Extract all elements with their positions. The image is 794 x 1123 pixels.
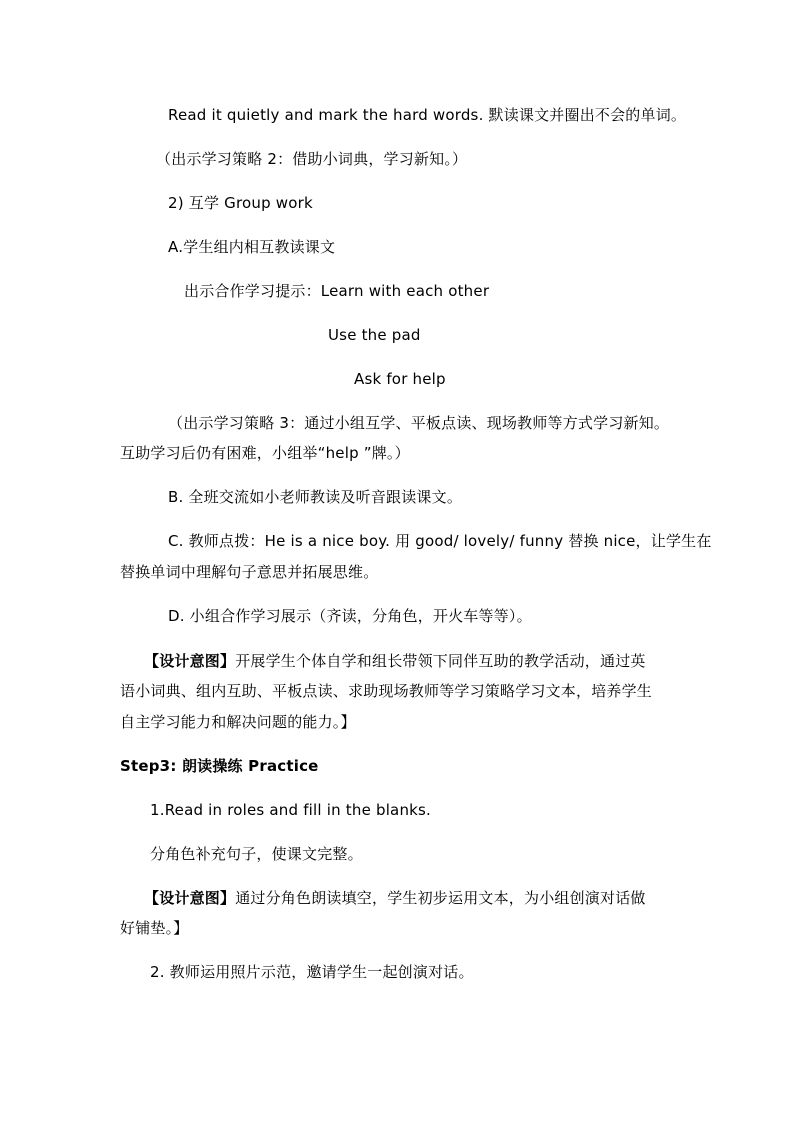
text-line-teacher-demo: 2. 教师运用照片示范，邀请学生一起创演对话。 [150, 963, 474, 981]
text-line-strategy-3: （出示学习策略 3：通过小组互学、平板点读、现场教师等方式学习新知。 [168, 414, 670, 432]
text-line-item-c: C. 教师点拨：He is a nice boy. 用 good/ lovely/ funny 替换 nice，让学生在 [168, 532, 712, 550]
text-line-ask-for-help: Ask for help [354, 370, 446, 388]
text-line-design-intent-1-end: 自主学习能力和解决问题的能力。】 [120, 713, 356, 731]
design-intent-label: 【设计意图】 [144, 889, 236, 907]
text-line-item-d: D. 小组合作学习展示（齐读，分角色，开火车等等）。 [168, 607, 532, 625]
text-line-design-intent-1-cont: 语小词典、组内互助、平板点读、求助现场教师等学习策略学习文本，培养学生 [120, 682, 653, 700]
text-line-learn-with-each-other: 出示合作学习提示：Learn with each other [184, 282, 490, 300]
text-line-strategy-2: （出示学习策略 2：借助小词典，学习新知。） [156, 150, 468, 168]
text-line-fill-sentences: 分角色补充句子，使课文完整。 [150, 845, 363, 863]
text-line-help-sign: 互助学习后仍有困难，小组举“help ”牌。） [120, 444, 410, 462]
text-line-design-intent-2 [144, 887, 646, 909]
design-intent-text: 通过分角色朗读填空，学生初步运用文本，为小组创演对话做 [235, 889, 646, 907]
text-line-item-a: A.学生组内相互教读课文 [168, 238, 336, 256]
text-line-design-intent-1 [144, 650, 646, 672]
text-line-item-c-cont: 替换单词中理解句子意思并拓展思维。 [120, 563, 379, 581]
text-line-design-intent-2-end: 好铺垫。】 [120, 919, 189, 937]
text-line-use-the-pad: Use the pad [328, 326, 421, 344]
section-heading-step3: Step3: 朗读操练 Practice [120, 757, 319, 775]
text-line-read-in-roles: 1.Read in roles and fill in the blanks. [150, 801, 432, 819]
text-line-group-work: 2) 互学 Group work [168, 194, 313, 212]
design-intent-label: 【设计意图】 [144, 652, 236, 670]
text-line-item-b: B. 全班交流如小老师教读及听音跟读课文。 [168, 488, 463, 506]
design-intent-text: 开展学生个体自学和组长带领下同伴互助的教学活动，通过英 [235, 652, 646, 670]
text-line-read-quietly: Read it quietly and mark the hard words. 默读课文并圈出不会的单词。 [168, 106, 687, 124]
